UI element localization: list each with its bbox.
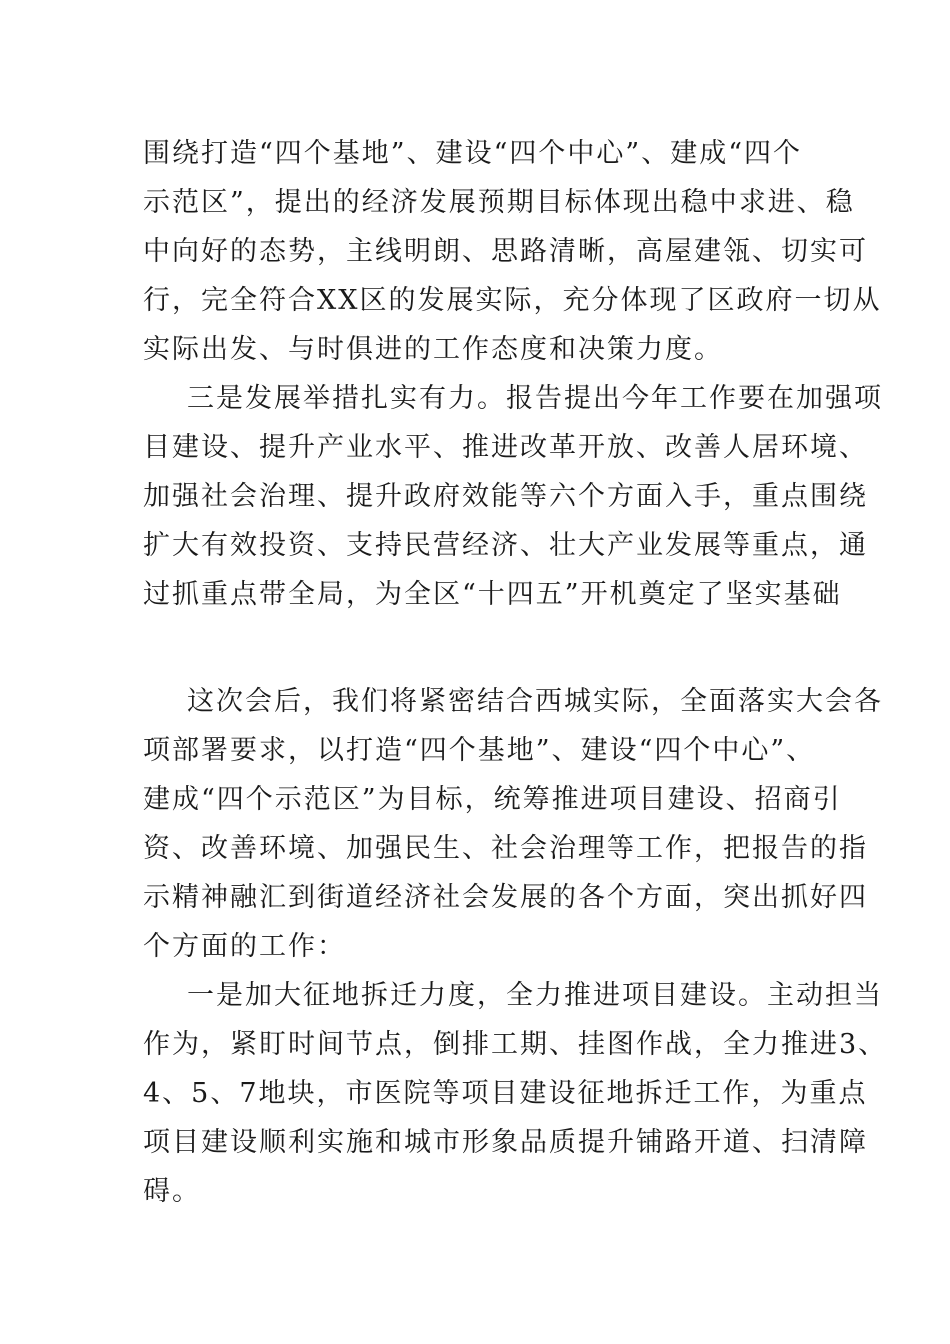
paragraph-line: 项部署要求，以打造“四个基地”、建设“四个中心”、 bbox=[143, 735, 816, 766]
paragraph-line: 个方面的工作： bbox=[143, 931, 346, 962]
paragraph-line: 过抓重点带全局，为全区“十四五”开机奠定了坚实基础 bbox=[143, 579, 842, 610]
paragraph-4 bbox=[143, 971, 888, 1216]
paragraph-1 bbox=[143, 129, 882, 374]
paragraph-line: 作为，紧盯时间节点，倒排工期、挂图作战，全力推进3、 bbox=[143, 1029, 888, 1060]
paragraph-line: 示范区”，提出的经济发展预期目标体现出稳中求进、稳 bbox=[143, 187, 855, 218]
paragraph-line: 扩大有效投资、支持民营经济、壮大产业发展等重点，通 bbox=[143, 530, 868, 561]
paragraph-line: 资、改善环境、加强民生、社会治理等工作，把报告的指 bbox=[143, 833, 868, 864]
paragraph-line: 建成“四个示范区”为目标，统筹推进项目建设、招商引 bbox=[143, 784, 842, 815]
paragraph-3 bbox=[143, 677, 883, 971]
paragraph-line: 三是发展举措扎实有力。报告提出今年工作要在加强项 bbox=[187, 383, 883, 414]
paragraph-line: 项目建设顺利实施和城市形象品质提升铺路开道、扫清障 bbox=[143, 1127, 868, 1158]
paragraph-line: 目建设、提升产业水平、推进改革开放、改善人居环境、 bbox=[143, 432, 868, 463]
paragraph-line: 加强社会治理、提升政府效能等六个方面入手，重点围绕 bbox=[143, 481, 868, 512]
paragraph-line: 碍。 bbox=[143, 1176, 201, 1207]
paragraph-line: 这次会后，我们将紧密结合西城实际，全面落实大会各 bbox=[187, 686, 883, 717]
paragraph-line: 一是加大征地拆迁力度，全力推进项目建设。主动担当 bbox=[187, 980, 883, 1011]
paragraph-2 bbox=[143, 374, 883, 619]
paragraph-line: 示精神融汇到街道经济社会发展的各个方面，突出抓好四 bbox=[143, 882, 868, 913]
paragraph-line: 行，完全符合XX区的发展实际，充分体现了区政府一切从 bbox=[143, 285, 882, 316]
paragraph-line: 围绕打造“四个基地”、建设“四个中心”、建成“四个 bbox=[143, 138, 803, 169]
paragraph-line: 中向好的态势，主线明朗、思路清晰，高屋建瓴、切实可 bbox=[143, 236, 868, 267]
paragraph-line: 4、5、7地块，市医院等项目建设征地拆迁工作，为重点 bbox=[143, 1078, 868, 1109]
paragraph-line: 实际出发、与时俱进的工作态度和决策力度。 bbox=[143, 334, 723, 365]
